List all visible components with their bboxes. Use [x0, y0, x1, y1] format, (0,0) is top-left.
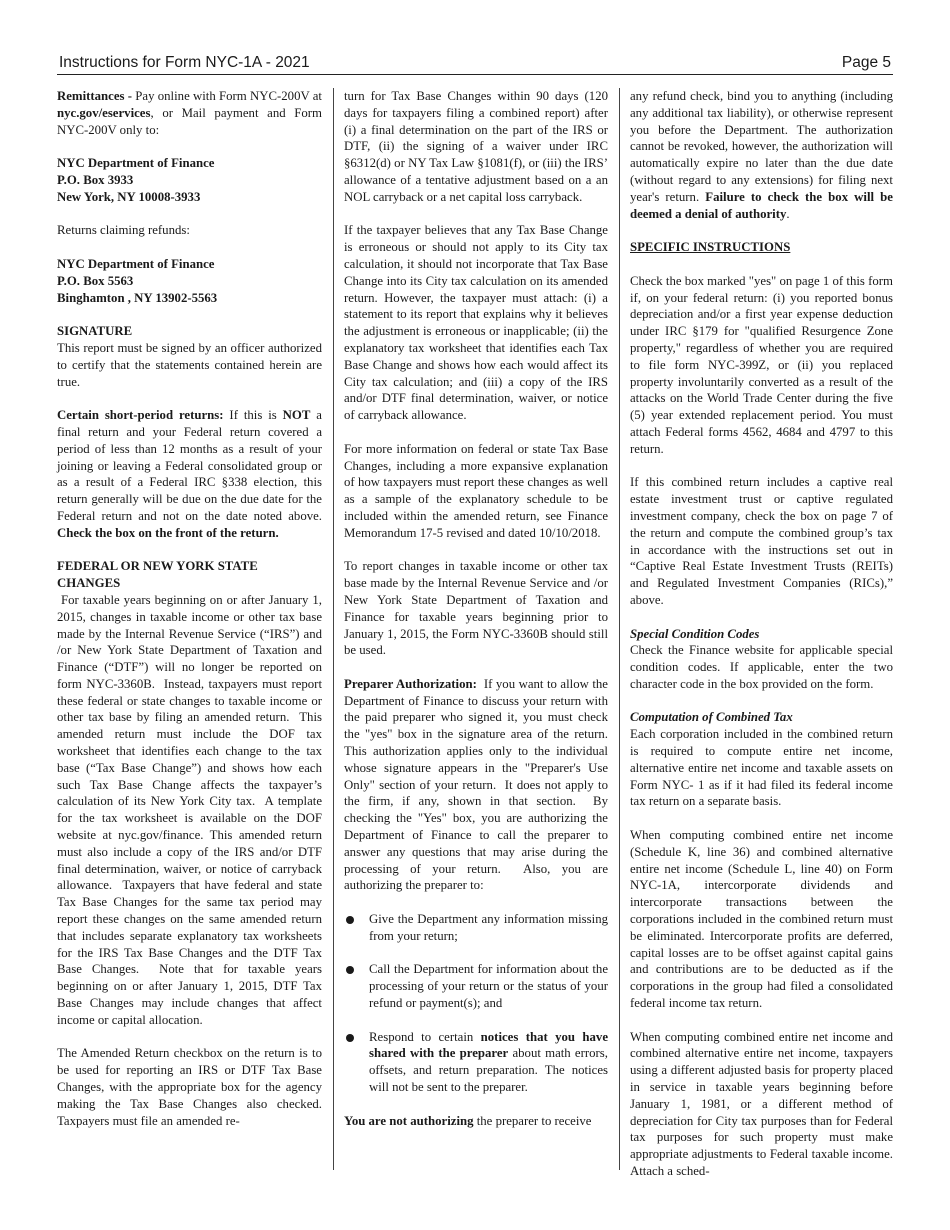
address-line: NYC Department of Finance	[57, 256, 215, 271]
special-condition-codes-text: Check the Finance website for applicable special condition codes. If applicable, enter the two character code in the box provided on the form.	[630, 643, 893, 691]
preparer-permissions-list	[344, 911, 608, 1096]
remittances-text: Pay online with Form NYC-200V at	[132, 89, 322, 103]
list-item-text: Respond to certain	[369, 1029, 481, 1044]
column-3	[630, 88, 893, 1178]
combined-income-paragraph: When computing combined entire net income (Schedule K, line 36) and combined alternative entire net income (Schedule L, line 40) on Form NYC-1A, intercorporate dividends and intercorporate transactions between the corporations included in the combined return must be eliminated. Intercorporate profits are deferred, capital losses are to be offset against capital gains and contributions are to be deducted as if the corporations in the group had filed a consolidated federal income tax return.	[630, 828, 893, 1011]
bullet-icon	[346, 1034, 354, 1042]
column-2	[344, 88, 612, 1168]
short-period-not: NOT	[282, 408, 311, 423]
resurgence-zone-paragraph: Check the box marked "yes" on page 1 of this form if, on your federal return: (i) you reported bonus depreciation and/or a first year expense deduction under IRC §179 for "qualified Resurgence Zone property," regardless of whether you are required to file form NYC-399Z, or (ii) you replaced property involuntarily converted as a result of the attacks on the World Trade Center during the five (5) year extended replacement period. You must attach Federal forms 4562, 4684 and 4797 to this return.	[630, 273, 893, 456]
list-item-text: about math errors, offsets, and return preparation. The notices will not be sent to the preparer.	[369, 1046, 608, 1095]
computation-combined-tax-text: Each corporation included in the combined return is required to compute entire net income, alternative entire net income and taxable assets on Form NYC- 1 as if it had filed its federal income tax return on a separate basis.	[630, 727, 893, 809]
captive-reit-paragraph: If this combined return includes a captive real estate investment trust or captive regulated investment company, check the box on page 7 of the return and compute the combined group’s tax in accordance with the instructions set out in “Captive Real Estate Investment Trusts (REITs) and Regulated Investment Companies (RICs),” above.	[630, 475, 893, 607]
federal-changes-heading: FEDERAL OR NEW YORK STATE CHANGES	[57, 559, 258, 591]
computation-combined-tax-heading: Computation of Combined Tax	[630, 710, 793, 725]
tax-base-paragraph: turn for Tax Base Changes within 90 days (120 days for taxpayers filing a combined report) after (i) a final determination on the part of the IRS or DTF, (ii) the signing of a waiver under IRC §6312(d) or NY Tax Law §1081(f), or (iii) the IRS’ allowance of a tentative adjustment based on a an NOL carryback or a net capital loss carryback.	[344, 89, 608, 204]
refund-check-text: any refund check, bind you to anything (including any additional tax liability), or otherwise represent you before the Department. The authorization cannot be revoked, however, the authorization will automatically expire no later than the due date (without regard to any extensions) for filing next year's return.	[630, 89, 893, 204]
short-period-text: If this is	[223, 408, 283, 423]
refund-check-paragraph	[630, 88, 893, 222]
bullet-icon	[346, 916, 354, 924]
not-authorizing-label: You are not authorizing	[344, 1113, 474, 1128]
column-divider	[333, 88, 334, 1170]
list-item-text: Call the Department for information about the processing of your return or the status of your refund or payment(s); and	[369, 962, 608, 1011]
adjusted-basis-paragraph: When computing combined entire net income and combined alternative entire net income, taxpayers using a different adjusted basis for property placed in service in taxable years beginning before January 1, 1981, or a different method of depreciation for City tax purposes than for Federal tax purposes for such property must make appropriate adjustments to Federal taxable income. Attach a sched-	[630, 1029, 893, 1178]
short-period-label: Certain short-period returns:	[57, 408, 224, 423]
amended-return-text: The Amended Return checkbox on the return is to be used for reporting an IRS or DTF Tax Base Changes, with the appropriate box for the agency making the Tax Base Changes also checked. Taxpayers must file an amended re-	[57, 1046, 322, 1128]
preparer-authorization-label: Preparer Authorization:	[344, 676, 477, 691]
period: .	[786, 206, 790, 221]
signature-text: This report must be signed by an officer authorized to certify that the statements contained herein are true.	[57, 340, 322, 389]
address-line: P.O. Box 5563	[57, 273, 134, 288]
not-authorizing-paragraph	[344, 1113, 608, 1130]
remittances-paragraph	[57, 88, 322, 138]
page-header	[57, 54, 893, 75]
refunds-label: Returns claiming refunds:	[57, 223, 190, 238]
short-period-paragraph	[57, 407, 322, 541]
address-line: NYC Department of Finance	[57, 156, 215, 171]
mailing-address-payments	[57, 155, 322, 205]
page-number: Page 5	[841, 54, 891, 71]
list-item	[344, 961, 608, 1011]
bullet-icon	[346, 966, 354, 974]
not-authorizing-text: the preparer to receive	[473, 1113, 592, 1128]
document-title: Instructions for Form NYC-1A - 2021	[59, 54, 310, 71]
list-item-bold: notices that you have shared with the preparer	[369, 1029, 608, 1061]
list-item	[344, 1029, 608, 1096]
address-line: P.O. Box 3933	[57, 172, 134, 187]
mailing-address-refunds	[57, 256, 322, 306]
address-line: Binghamton , NY 13902-5563	[57, 290, 218, 305]
preparer-authorization-text: If you want to allow the Department of Finance to discuss your return with the paid preparer who signed it, you must check the "yes" box in the signature area of the return. This authorization applies only to the individual whose signature appears in the "Preparer's Use Only" section of your return. It does not apply to the firm, if any, shown in that section. By checking the "Yes" box, you are authorizing the Department of Finance to call the preparer to answer any questions that may arise during the processing of your return. Also, you are authorizing the preparer to:	[344, 676, 612, 893]
preparer-authorization-paragraph	[344, 676, 612, 894]
remittances-label: Remittances -	[57, 89, 133, 103]
short-period-text-2: a final return and your Federal return covered a period of less than 12 months as a result of your joining or leaving a Federal consolidated group or as a result of a Federal IRC §338 election, this return generally will be due on the due date for the Federal return and not on the date noted above.	[57, 408, 322, 523]
signature-heading: SIGNATURE	[57, 324, 133, 339]
specific-instructions-heading: SPECIFIC INSTRUCTIONS	[630, 240, 791, 255]
federal-changes-text: For taxable years beginning on or after January 1, 2015, changes in taxable income or other tax base made by the Internal Revenue Service (“IRS”) and /or New York State Department of Taxation and Finance (“DTF”) will no longer be reported on form NYC-3360B. Instead, taxpayers must report these federal or state changes to taxable income or other tax base by filing an amended return. This amended return must include the DOF tax worksheet that identifies each change to the tax base (“Tax Base Change”) and shows how each such Tax Base Change affects the taxpayer’s calculation of its New York City tax. A template for the tax worksheet is available on the DOF website at nyc.gov/finance. This amended return must also include a copy of the IRS and/or DTF final determination, waiver, or notice of carryback allowance. Taxpayers that have federal and state Tax Base Changes for the same tax period may report these changes on the same amended return that includes separate explanatory tax worksheets for the IRS Tax Base Changes and the DTF Tax Base Changes. Note that for taxable years beginning on or after January 1, 2015, DTF Tax Base Changes may include changes that affect income or capital allocation.	[57, 592, 326, 1027]
list-item	[344, 911, 608, 945]
special-condition-codes-heading: Special Condition Codes	[630, 626, 760, 641]
list-item-text: Give the Department any information missing from your return;	[369, 912, 608, 943]
prior-years-paragraph: To report changes in taxable income or other tax base made by the Internal Revenue Service and /or New York State Department of Taxation and Finance for taxable years beginning prior to January 1, 2015, the Form NYC-3360B should still be used.	[344, 559, 608, 658]
remittances-text-2: , or Mail payment and Form NYC-200V only to:	[57, 105, 322, 137]
more-info-paragraph: For more information on federal or state Tax Base Changes, including a more expansive explanation of how taxpayers must report these changes as well as a sample of the explanatory schedule to be included within the amended return, see Finance Memorandum 17-5 revised and dated 10/10/2018.	[344, 441, 608, 540]
column-1	[57, 88, 326, 1168]
address-line: New York, NY 10008-3933	[57, 189, 201, 204]
column-divider	[619, 88, 620, 1170]
failure-to-check-bold: Failure to check the box will be deemed a denial of authority	[630, 189, 893, 221]
short-period-bold: Check the box on the front of the return.	[57, 525, 279, 540]
eservices-link[interactable]: nyc.gov/eservices	[57, 105, 151, 120]
erroneous-change-paragraph: If the taxpayer believes that any Tax Base Change is erroneous or should not apply to its City tax calculation, it should not incorporate that Tax Base Change into its City tax calculation on its amended return. However, the taxpayer must attach: (i) a statement to its report that explains why it believes the adjustment is erroneous or inapplicable; (ii) the explanatory tax worksheet that identifies each Tax Base Change and shows how each would affect its City tax calculation; and (iii) a copy of the IRS and/or DTF final determination, waiver, or notice of carryback allowance.	[344, 223, 608, 423]
